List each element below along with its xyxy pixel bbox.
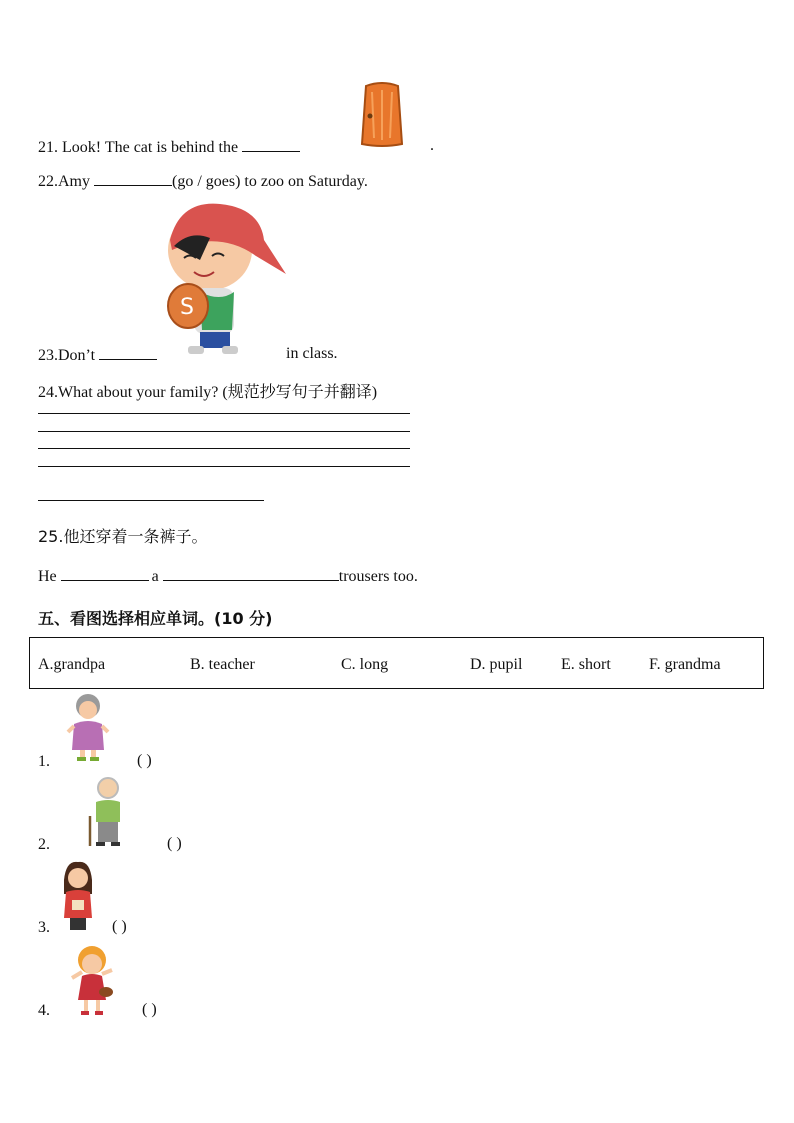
question-23: 23.Don’t: [38, 345, 157, 365]
item-3-number: 3.: [38, 919, 50, 936]
item-1-number: 1.: [38, 753, 50, 770]
option-e: E. short: [561, 656, 611, 673]
girl-icon: [68, 944, 118, 1018]
translation-line[interactable]: [38, 500, 264, 501]
answer-blank[interactable]: [61, 566, 149, 581]
question-25: 25.他还穿着一条裤子。: [38, 527, 208, 546]
question-21: 21. Look! The cat is behind the: [38, 137, 300, 157]
answer-blank[interactable]: [163, 566, 339, 581]
boy-eating-icon: [160, 200, 290, 360]
copy-line[interactable]: [38, 448, 410, 449]
option-b: B. teacher: [190, 656, 255, 673]
section-5-title: 五、看图选择相应单词。(10 分): [38, 609, 273, 628]
grandpa-icon: [84, 776, 130, 848]
grandma-icon: [64, 692, 110, 762]
copy-line[interactable]: [38, 431, 410, 432]
q25-answer-line: He a trousers too.: [38, 568, 418, 585]
teacher-icon: [58, 860, 98, 934]
answer-blank[interactable]: [242, 137, 300, 152]
option-a: A.grandpa: [38, 656, 106, 673]
item-4-answer[interactable]: ( ): [142, 1001, 157, 1018]
item-2-number: 2.: [38, 836, 50, 853]
question-22: 22.Amy (go / goes) to zoo on Saturday.: [38, 173, 368, 190]
answer-blank[interactable]: [99, 345, 157, 360]
item-3-answer[interactable]: ( ): [112, 918, 127, 935]
q23-end: in class.: [286, 345, 338, 362]
copy-line[interactable]: [38, 413, 410, 414]
option-f: F. grandma: [649, 656, 721, 673]
q21-period: .: [430, 137, 434, 154]
option-d: D. pupil: [470, 656, 523, 673]
item-1-answer[interactable]: ( ): [137, 752, 152, 769]
option-c: C. long: [341, 656, 389, 673]
copy-line[interactable]: [38, 466, 410, 467]
question-24: 24.What about your family? (规范抄写句子并翻译): [38, 384, 378, 401]
svg-text:S: S: [180, 295, 194, 320]
door-icon: [358, 82, 406, 148]
answer-blank[interactable]: [94, 171, 172, 186]
item-2-answer[interactable]: ( ): [167, 835, 182, 852]
item-4-number: 4.: [38, 1002, 50, 1019]
